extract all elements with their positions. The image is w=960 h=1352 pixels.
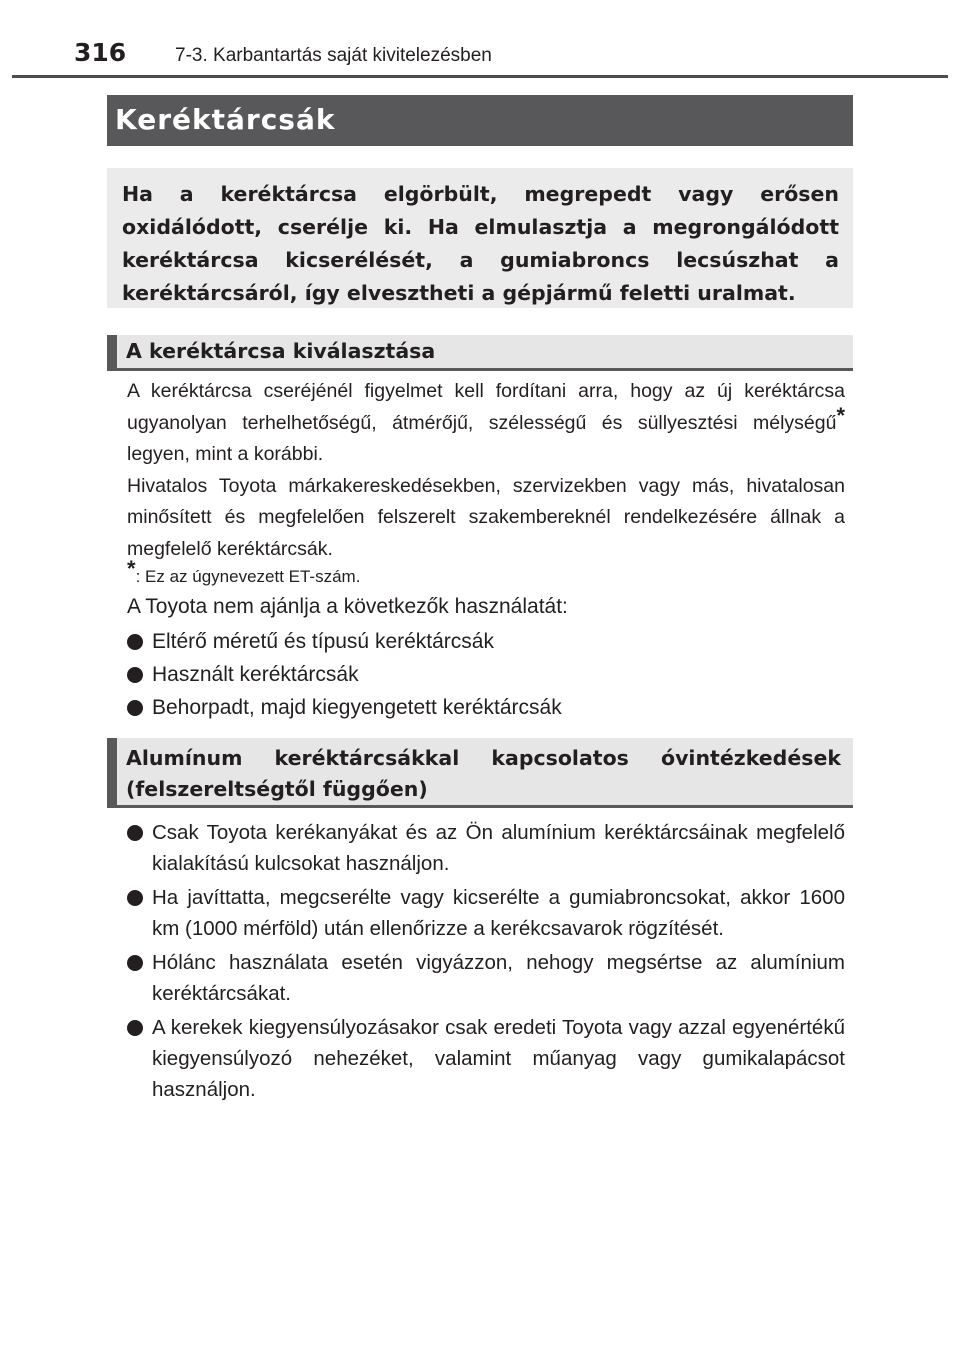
bullet-icon [127,1020,143,1036]
paragraph-1-text: A keréktárcsa cseréjénél figyelmet kell fordítani arra, hogy az új keréktárcsa ugyanolyan terhelhetőségű, átmérőjű, szélességű és süllyesztési mélységű [127,380,845,434]
list-item-text: Eltérő méretű és típusú keréktárcsák [152,630,494,653]
chapter-title: Keréktárcsák [115,103,336,136]
list-item [127,817,845,879]
chapter-title-bar [107,95,853,146]
subheading-selection: A keréktárcsa kiválasztása [107,335,853,371]
subheading-aluminum: Alumínum keréktárcsákkal kapcsolatos óvintézkedések (felszereltségtől függően) [107,738,853,808]
list-item-text: Ha javíttatta, megcserélte vagy kicserélte a gumiabroncsokat, akkor 1600 km (1000 mérföld) után ellenőrizze a kerékcsavarok rögzítését. [152,886,845,940]
aluminum-precautions-list [127,817,845,1108]
bullet-icon [127,890,143,906]
section-title: 7-3. Karbantartás saját kivitelezésben [175,45,492,66]
list-item [127,882,845,944]
list-item-text: A kerekek kiegyensúlyozásakor csak eredeti Toyota vagy azzal egyenértékű kiegyensúlyozó nehezéket, valamint műanyag vagy gumikalapácsot használjon. [152,1016,845,1101]
bullet-icon [127,634,143,650]
selection-paragraph-2: Hivatalos Toyota márkakereskedésekben, szervizekben vagy más, hivatalosan minősített és megfelelően felszerelt szakembereknél rendelkezésére állnak a megfelelő keréktárcsák. [127,474,845,560]
selection-paragraph-1 [127,376,845,471]
page-number: 316 [74,38,127,67]
list-item [127,658,845,691]
footnote [127,556,845,589]
warning-text: Ha a keréktárcsa elgörbült, megrepedt vagy erősen oxidálódott, cserélje ki. Ha elmulasztja a megrongálódott keréktárcsa kicserélését, a gumiabroncs lecsúszhat a keréktárcsáról, így elvesztheti a gépjármű feletti uralmat. [122,182,839,305]
header-rule [12,75,948,78]
list-item-text: Használt keréktárcsák [152,663,359,686]
list-item-text: Csak Toyota kerékanyákat és az Ön alumínium keréktárcsáinak megfelelő kialakítású kulcsokat használjon. [152,821,845,875]
bullet-icon [127,825,143,841]
list-item [127,1012,845,1105]
list-item [127,947,845,1009]
page-header [0,0,960,80]
list-item [127,691,845,724]
footnote-star: * [127,556,136,581]
bullet-icon [127,667,143,683]
selection-body [127,376,845,589]
paragraph-1-text-end: legyen, mint a korábbi. [127,443,324,465]
list-item [127,625,845,658]
not-recommended-intro: A Toyota nem ajánlja a következők használatát: [127,595,568,618]
list-item-text: Behorpadt, majd kiegyengetett keréktárcsák [152,696,562,719]
bullet-icon [127,955,143,971]
not-recommended-list [127,625,845,724]
list-item-text: Hólánc használata esetén vigyázzon, nehogy megsértse az alumínium keréktárcsákat. [152,951,845,1005]
footnote-marker: * [836,402,845,428]
warning-box [107,168,853,308]
bullet-icon [127,700,143,716]
footnote-text: : Ez az úgynevezett ET-szám. [135,567,361,586]
